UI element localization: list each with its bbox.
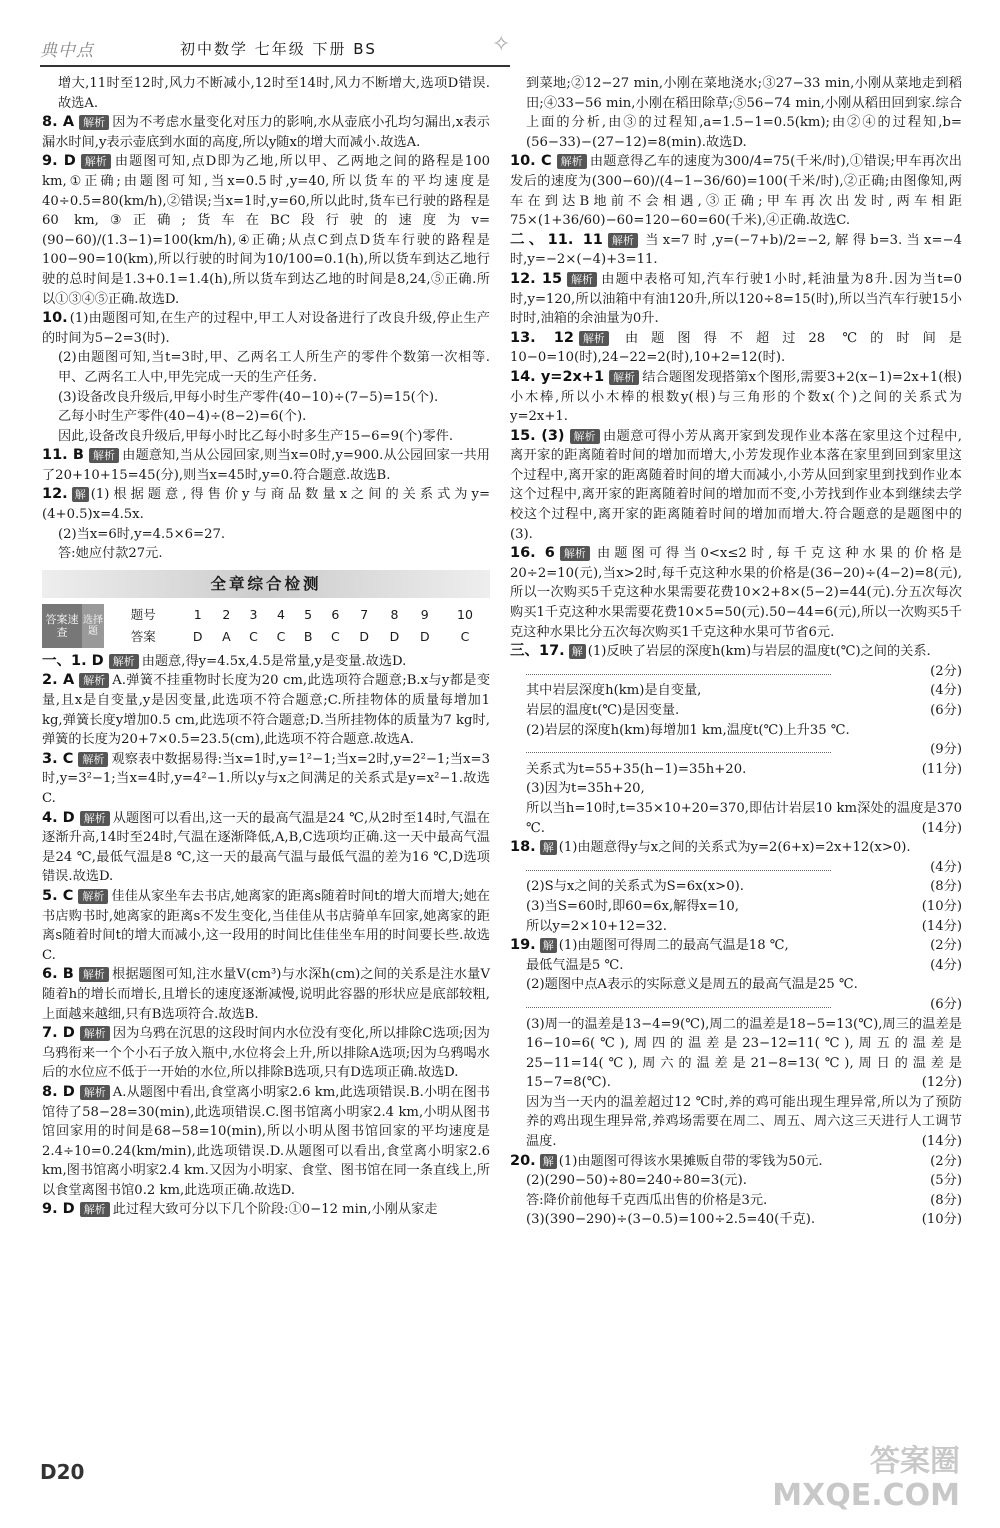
- watermark-line: MXQE.COM: [772, 1478, 960, 1513]
- answer-item: [42, 485, 490, 524]
- answer-text: 观察表中数据易得:当x=1时,y=1²−1;当x=2时,y=2²−1;当x=3时,y=3²−1;当x=4时,y=4²−1.所以y与x之间满足的关系式是y=x²−1.故选C.: [42, 751, 490, 806]
- score: (6分): [930, 703, 962, 718]
- score-line: [510, 799, 962, 838]
- score: (10分): [921, 1212, 962, 1228]
- continued-answer: 增大,11时至12时,风力不断减小,12时至14时,风力不断增大,选项D错误.故选A.: [58, 76, 490, 111]
- score-line: [510, 995, 962, 1015]
- answer-item: [42, 671, 490, 749]
- table-cell: D: [192, 629, 203, 645]
- analysis-badge: 解析: [81, 154, 111, 169]
- solution-badge: 解: [569, 644, 586, 659]
- answer-text: 结合题图发现搭第x个图形,需要3+2(x−1)=2x+1(根)小木棒,所以小木棒的根数y(根)与三角形的个数x(个)之间的关系式为y=2x+1.: [510, 369, 962, 425]
- answer-number: 二、11. 11: [510, 231, 603, 248]
- score: (14分): [921, 1134, 962, 1150]
- header-rule: [40, 65, 510, 67]
- answer-number: 19.: [510, 937, 536, 954]
- score: (4分): [930, 859, 962, 875]
- answer-text: A.从题图中看出,食堂离小明家2.6 km,此选项错误.B.小明在图书馆待了58−28=30(min),此选项错误.C.图书馆离小明家2.4 km,小明从图书馆回家用的时间是68−58=10(min),所以小明从图书馆回家的平均速度是2.4÷10=0.24(km/min),此选项错误.D.从题图可以看出,食堂离小明家2.6 km,图书馆离小明家2.4 km.又因为小明家、食堂、图书馆在同一条直线上,所以食堂离图书馆0.2 km,此选项正确.故选D.: [42, 1084, 490, 1198]
- answer-text: (2)题图中点A表示的实际意义是周五的最高气温是25 ℃.: [526, 977, 858, 993]
- analysis-badge: 解析: [78, 752, 108, 767]
- score-line: [510, 1171, 962, 1191]
- answer-number: 5. C: [42, 887, 74, 904]
- answer-item: [510, 1152, 962, 1172]
- table-label-quick: 答案速查: [42, 604, 82, 648]
- answer-number: 10. C: [510, 153, 552, 170]
- solution-badge: 解: [72, 487, 89, 502]
- answer-number: 3. C: [42, 750, 74, 767]
- answer-text: 其中岩层深度h(km)是自变量,: [526, 683, 702, 699]
- answer-item: [510, 838, 962, 858]
- score-line: [510, 740, 962, 760]
- score-line: [510, 701, 962, 721]
- solution-badge: 解: [540, 1154, 557, 1169]
- score: (2分): [930, 1153, 962, 1169]
- score: (14分): [921, 820, 962, 836]
- answer-text: (2)(290−50)÷80=240÷80=3(元).: [526, 1173, 747, 1189]
- table-cell: C: [460, 629, 470, 645]
- answer-item: [510, 270, 962, 329]
- answer-text: 因为当一天内的温差超过12 ℃时,养的鸡可能出现生理异常,所以为了预防养的鸡出现生理异常,养鸡场需要在周二、周五、周六这三天进行人工调节温度.: [526, 1094, 962, 1150]
- answer-text: (1)由题图可知,在生产的过程中,甲工人对设备进行了改良升级,停止生产的时间为5−2=3(时).: [42, 311, 490, 346]
- answer-text: (1)由题图可得该水果摊贩自带的零钱为50元.: [558, 1153, 823, 1169]
- page-number: D20: [40, 1460, 85, 1484]
- answer-text: (1)反映了岩层的深度h(km)与岩层的温度t(℃)之间的关系.: [587, 644, 931, 660]
- answer-text: 乙每小时生产零件(40−4)÷(8−2)=6(个).: [58, 409, 307, 425]
- answer-item: [510, 427, 962, 545]
- score: (4分): [930, 957, 962, 973]
- brand-logo: 典中点: [40, 41, 94, 61]
- watermark-line: 答案圈: [870, 1444, 960, 1479]
- analysis-badge: 解析: [79, 115, 109, 130]
- score-line: [510, 760, 962, 780]
- score: (9分): [930, 742, 962, 758]
- answer-number: 12.: [42, 486, 68, 503]
- answer-text: 关系式为t=55+35(h−1)=35h+20.: [526, 761, 747, 777]
- table-cell: D: [389, 629, 400, 645]
- analysis-badge: 解析: [79, 673, 109, 688]
- answer-number: 12. 15: [510, 270, 563, 287]
- answer-item: [42, 1200, 490, 1220]
- table-cell: D: [359, 629, 370, 645]
- answer-number: 8. D: [42, 1083, 75, 1100]
- watermark: [772, 1445, 960, 1513]
- answer-text: 因此,设备改良升级后,甲每小时比乙每小时多生产15−6=9(个)零件.: [58, 428, 454, 444]
- dot-leader: [526, 742, 831, 753]
- answer-text: 由题图可得当0<x≤2时,每千克这种水果的价格是20÷2=10(元),当x>2时,每千克这种水果的价格是(36−20)÷(4−2)=8(元),所以一次购买5千克这种水果需要花费10×2+8×(5−2)=44(元).分五次每次购买1千克这种水果需要花费10×5=50(元).50−44=6(元),所以一次购买5千克这种水果比分五次每次购买1千克这种水果可节省6元.: [510, 546, 962, 640]
- answer-number: 6. B: [42, 966, 74, 983]
- answer-item: [510, 329, 962, 368]
- answer-number: 三、17.: [510, 643, 565, 660]
- answer-text: 由题图得不超过28 ℃的时间是10−0=10(时),24−22=2(时),10+2=12(时).: [510, 330, 962, 366]
- answer-number: 10.: [42, 310, 68, 327]
- analysis-badge: 解析: [579, 331, 609, 346]
- answer-item: [510, 544, 962, 642]
- dot-leader: [526, 997, 831, 1008]
- answer-text: 根据题图可知,注水量V(cm³)与水深h(cm)之间的关系是注水量V随着h的增长而增长,且增长的速度逐渐减慢,说明此容器的形状应是底部较粗,上面越来越细,只有B选项符合.故选B.: [42, 967, 490, 1022]
- answer-text: (2)当x=6时,y=4.5×6=27.: [58, 526, 226, 542]
- table-cell: 4: [276, 607, 285, 623]
- answer-number: 4. D: [42, 809, 75, 826]
- star-decoration-icon: ✧: [492, 32, 511, 57]
- score-line: [510, 897, 962, 917]
- analysis-badge: 解析: [79, 967, 109, 982]
- answer-text: (3)周一的温差是13−4=9(℃),周二的温差是18−5=13(℃),周三的温差是16−10=6(℃),周四的温差是23−12=11(℃),周五的温差是25−11=14(℃),周六的温差是21−8=13(℃),周日的温差是15−7=8(℃).: [526, 1016, 962, 1091]
- answer-item: [42, 887, 490, 965]
- score-line: [510, 662, 962, 682]
- solution-badge: 解: [540, 938, 557, 953]
- table-cell: 答案: [130, 629, 156, 645]
- dot-leader: [526, 664, 831, 675]
- table-cell: 5: [304, 607, 313, 623]
- analysis-badge: 解析: [560, 546, 590, 561]
- score: (12分): [921, 1075, 962, 1091]
- answer-number: 14. y=2x+1: [510, 368, 605, 385]
- table-cell: 1: [193, 607, 202, 623]
- table-cell: B: [303, 629, 313, 645]
- score: (11分): [921, 761, 962, 777]
- table-cell: 7: [360, 607, 369, 623]
- answer-item: [42, 809, 490, 887]
- answer-text: 佳佳从家坐车去书店,她离家的距离s随着时间t的增大而增大;她在书店购书时,她离家的距离s不发生变化,当佳佳从书店骑单车回家,她离家的距离s随着时间t的增大而减小,这一段用的时间比佳佳坐车用的时间要长些.故选C.: [42, 888, 490, 963]
- analysis-badge: 解析: [80, 811, 110, 826]
- analysis-badge: 解析: [609, 370, 639, 385]
- answer-text: 答:降价前他每千克西瓜出售的价格是3元.: [526, 1192, 768, 1208]
- dot-leader: [526, 860, 831, 871]
- score-line: [510, 877, 962, 897]
- table-cell: C: [276, 629, 286, 645]
- score: (4分): [930, 683, 962, 699]
- answer-text: (1)由题意得y与x之间的关系式为y=2(6+x)=2x+12(x>0).: [558, 840, 911, 856]
- answer-number: 13. 12: [510, 329, 574, 346]
- score: (2分): [930, 663, 962, 679]
- score-line: [510, 858, 962, 878]
- answer-text: 由题中表格可知,汽车行驶1小时,耗油量为8升.因为当t=0时,y=120,所以油箱中有油120升,所以120÷8=15(时),所以当汽车行驶15小时时,油箱的余油量为0升.: [510, 271, 962, 327]
- analysis-badge: 解析: [78, 889, 108, 904]
- table-cell: 3: [249, 607, 258, 623]
- table-cell: 10: [457, 607, 473, 623]
- analysis-badge: 解析: [89, 448, 119, 463]
- answer-text: 岩层的温度t(℃)是因变量.: [526, 703, 680, 718]
- analysis-badge: 解析: [109, 654, 139, 669]
- score: (2分): [930, 938, 962, 954]
- answer-item: [510, 642, 962, 662]
- answer-text: 由题意可得小芳从离开家到发现作业本落在家里这个过程中,离开家的距离随着时间的增加而增大,小芳发现作业本落在家里到回到家里这个过程中,离开家的距离随着时间的增大而减小,小芳从回到家里到找到作业本这个过程中,离开家的距离随着时间的增加而不变,小芳找到作业本到继续去学校这个过程中,离开家的距离随着时间的增加而增大.符合题意的是题图中的(3).: [510, 428, 962, 542]
- answer-number: 18.: [510, 839, 536, 856]
- table-cell: C: [249, 629, 258, 645]
- score: (6分): [930, 996, 962, 1012]
- answer-text: 当x=7时,y=(−7+b)/2=−2,解得b=3.当x=−4时,y=−2×(−4)+3=11.: [510, 232, 962, 268]
- answer-number: 2. A: [42, 672, 75, 689]
- analysis-badge: 解析: [80, 1202, 110, 1217]
- answer-item: [42, 446, 490, 485]
- analysis-badge: 解析: [608, 233, 638, 248]
- table-cell: 2: [222, 607, 231, 623]
- analysis-badge: 解析: [570, 429, 600, 444]
- header-title: 初中数学 七年级 下册 BS: [180, 40, 377, 58]
- answer-text: 从题图可以看出,这一天的最高气温是24 ℃,从2时至14时,气温在逐渐升高,14时至24时,气温在逐渐降低,A,B,C选项均正确.这一天中最高气温是24 ℃,最低气温是8 ℃,这一天的最高气温与最低气温的差为16 ℃,D选项错误.故选D.: [42, 810, 490, 885]
- answer-text: 最低气温是5 ℃.: [526, 957, 624, 973]
- answer-item: [42, 113, 490, 152]
- score-line: [510, 1210, 962, 1230]
- answer-text: A.弹簧不挂重物时长度为20 cm,此选项符合题意;B.x与y都是变量,且x是自变量,y是因变量,此选项不符合题意;C.所挂物体的质量每增加1 kg,弹簧长度y增加0.5 cm,此选项不符合题意;D.当所挂物体的质量为7 kg时,弹簧的长度为20+7×0.5=23.5(cm),此选项不符合题意.故选A.: [42, 673, 491, 748]
- answer-text: (3)(390−290)÷(3−0.5)=100÷2.5=40(千克).: [526, 1212, 816, 1228]
- answer-item: [42, 750, 490, 809]
- answer-item: [42, 965, 490, 1024]
- answer-item: [42, 1024, 490, 1083]
- analysis-badge: 解析: [80, 1085, 110, 1100]
- analysis-badge: 解析: [557, 154, 587, 169]
- answer-item: [510, 368, 962, 427]
- answer-text: (2)由题图可知,当t=3时,甲、乙两名工人所生产的零件个数第一次相等.甲、乙两名工人中,甲先完成一天的生产任务.: [58, 350, 490, 385]
- answer-number: 8. A: [42, 114, 75, 131]
- score: (14分): [921, 918, 962, 934]
- table-cell: 9: [420, 607, 429, 623]
- table-cell: 6: [331, 607, 340, 623]
- score: (10分): [921, 898, 962, 914]
- score: (8分): [930, 879, 962, 895]
- score-line: [510, 917, 962, 937]
- answer-text: 由题图可知,点D即为乙地,所以甲、乙两地之间的路程是100 km,①正确;由题图可知,当x=0.5时,y=40,所以货车的平均速度是40÷0.5=80(km/h),②错误;当x=1时,y=60,所以此时,货车已行驶的路程是60 km,③正确;货车在BC段行驶的速度为v=(90−60)/(1.3−1)=100(km/h),④正确;从点C到点D货车行驶的路程是100−90=10(km),所以行驶的时间为10/100=0.1(h),所以货车到达乙地行驶的总时间是1.3+0.1=1.4(h),所以货车到达乙地的时间是8,24,⑤正确.所以①③④⑤正确.故选D.: [42, 154, 490, 307]
- answer-number: 20.: [510, 1152, 536, 1169]
- answer-text: 答:她应付款27元.: [58, 546, 163, 562]
- answer-number: 15. (3): [510, 427, 565, 444]
- answer-number: 一、1. D: [42, 652, 104, 669]
- answer-text: 所以y=2×10+12=32.: [526, 918, 667, 934]
- answer-text: (1)根据题意,得售价y与商品数量x之间的关系式为y=(4+0.5)x=4.5x.: [42, 487, 490, 523]
- right-column: [510, 74, 962, 1230]
- score-line: [510, 1191, 962, 1211]
- answer-text: (2)岩层的深度h(km)每增加1 km,温度t(℃)上升35 ℃.: [526, 722, 850, 738]
- table-cell: 题号: [130, 607, 156, 623]
- answer-item: [510, 936, 962, 956]
- answer-item: [510, 152, 962, 230]
- continued-answer: 到菜地;②12−27 min,小刚在菜地浇水;③27−33 min,小刚从菜地走到稻田;④33−56 min,小刚在稻田除草;⑤56−74 min,小刚从稻田回到家.综合上面的分析,由③的过程知,a=1.5−1=0.5(km);由②④的过程知,b=(56−33)−(27−12)=8(min).故选D.: [526, 76, 962, 150]
- table-cell: D: [419, 629, 430, 645]
- page-header: [40, 32, 970, 66]
- answer-quick-table: [42, 604, 490, 648]
- answer-number: 9. D: [42, 1201, 75, 1218]
- left-column: [42, 74, 490, 1220]
- score-line: [510, 956, 962, 976]
- answer-text: 此过程大致可分以下几个阶段:①0−12 min,小刚从家走: [112, 1202, 438, 1218]
- answer-number: 16. 6: [510, 545, 555, 562]
- answer-text: 因为不考虑水量变化对压力的影响,水从壶底小孔均匀漏出,x表示漏水时间,y表示壶底到水面的高度,所以y随x的增大而减小.故选A.: [42, 115, 490, 150]
- answer-item: [42, 152, 490, 309]
- analysis-badge: 解析: [567, 272, 597, 287]
- answer-item: [42, 1083, 490, 1201]
- answer-number: 9. D: [42, 153, 76, 170]
- answer-number: 7. D: [42, 1025, 75, 1042]
- answer-text: (3)设备改良升级后,甲每小时生产零件(40−10)÷(7−5)=15(个).: [58, 389, 439, 405]
- answer-text: (3)因为t=35h+20,: [526, 781, 645, 797]
- score-line: [510, 1093, 962, 1152]
- answer-item: [42, 309, 490, 348]
- table-cell: C: [330, 629, 340, 645]
- answer-text: (2)S与x之间的关系式为S=6x(x>0).: [526, 879, 744, 895]
- answer-text: (1)由题图可得周二的最高气温是18 ℃,: [558, 938, 789, 954]
- table-cell: 8: [390, 607, 399, 623]
- table-label-choice: 选择题: [82, 604, 104, 648]
- answer-item: [42, 652, 490, 672]
- analysis-badge: 解析: [80, 1026, 110, 1041]
- answer-text: (3)当S=60时,即60=6x,解得x=10,: [526, 898, 739, 914]
- answer-text: 由题意得乙车的速度为300/4=75(千米/时),①错误;甲车再次出发后的速度为(300−60)/(4−1−36/60)=100(千米/时),②正确;由图像知,两车在到达B地前不会相遇,③正确;甲车再次出发时,两车相距75×(1+36/60)−60=120−60=60(千米),④正确.故选C.: [510, 154, 962, 229]
- score: (5分): [930, 1173, 962, 1189]
- solution-badge: 解: [540, 840, 557, 855]
- answer-text: 由题意,得y=4.5x,4.5是常量,y是变量.故选D.: [141, 653, 407, 669]
- score-line: [510, 681, 962, 701]
- answer-text: 由题意知,当从公园回家,则当x=0时,y=900.从公园回家一共用了20+10+15=45(分),则当x=45时,y=0.符合题意.故选B.: [42, 448, 490, 483]
- section-title: 全章综合检测: [42, 570, 490, 598]
- answer-text: 所以当h=10时,t=35×10+20=370,即估计岩层10 km深处的温度是370 ℃.: [526, 800, 962, 836]
- score: (8分): [930, 1192, 962, 1208]
- answer-number: 11. B: [42, 447, 84, 464]
- answer-item: [510, 231, 962, 270]
- table-cell: A: [222, 629, 231, 645]
- score-line: [510, 1015, 962, 1093]
- answer-text: 因为乌鸦在沉思的这段时间内水位没有变化,所以排除C选项;因为乌鸦衔来一个个小石子放入瓶中,水位将会上升,所以排除A选项;因为乌鸦喝水后的水位应不低于一开始的水位,所以排除B选项,只有D选项正确.故选D.: [42, 1026, 490, 1081]
